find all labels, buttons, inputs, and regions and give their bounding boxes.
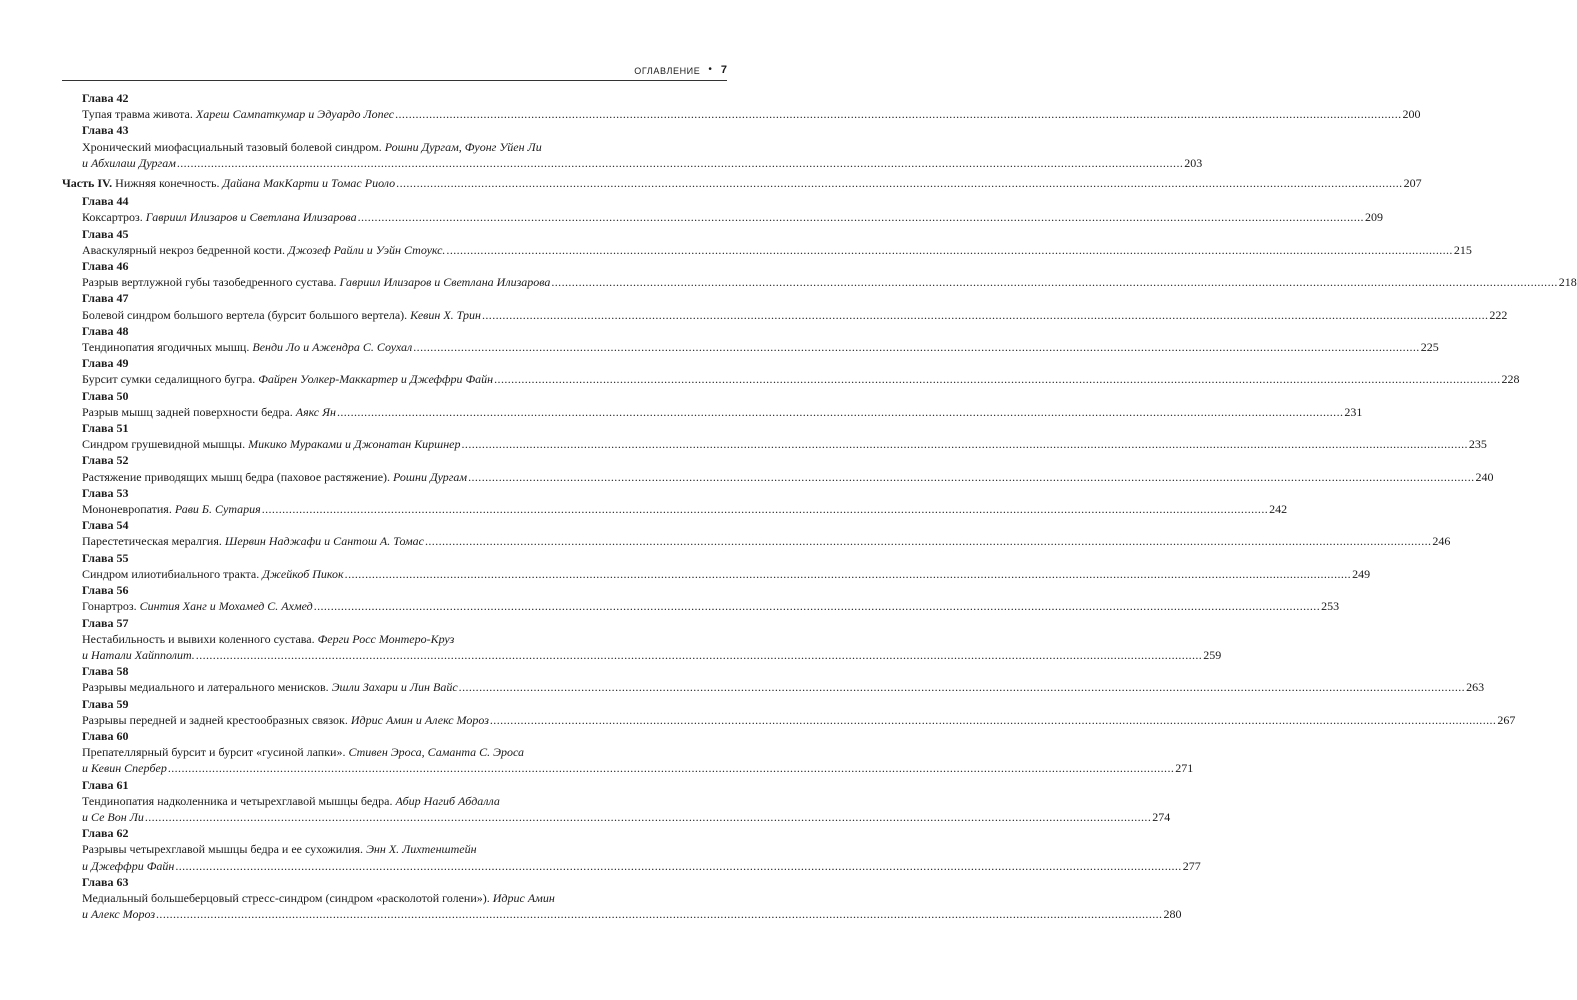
chapter-number: Глава 59	[82, 696, 129, 711]
entry-authors: Стивен Эроса, Саманта С. Эроса	[348, 745, 525, 760]
toc-line	[62, 841, 727, 857]
header-page-number: 7	[720, 64, 727, 76]
toc-line	[62, 793, 727, 809]
toc-line	[62, 371, 1520, 387]
entry-authors: Рошни Дургам	[393, 469, 468, 484]
entry-authors: Энн Х. Лихтенштейн	[366, 842, 477, 857]
entry-authors: и Алекс Мороз	[82, 907, 156, 922]
page-number: 249	[1352, 566, 1371, 581]
chapter-number: Глава 58	[82, 664, 129, 679]
dot-leader	[314, 598, 1320, 614]
entry-text	[82, 307, 481, 323]
entry-text	[82, 794, 500, 808]
entry-title: Парестетическая мералгия.	[82, 534, 225, 549]
entry-title: Синдром илиотибиального тракта.	[82, 566, 263, 581]
toc-line	[62, 598, 1340, 614]
page-number: 203	[1184, 155, 1203, 170]
entry-text	[82, 647, 195, 663]
entry-title: Тендинопатия ягодичных мышц.	[82, 340, 253, 355]
toc-chapter-entry	[62, 122, 1203, 171]
header-bullet: •	[708, 64, 712, 75]
chapter-number: Глава 51	[82, 421, 129, 436]
entry-authors: Аякс Ян	[295, 404, 336, 419]
dot-leader	[168, 760, 1174, 776]
page-number: 246	[1432, 534, 1451, 549]
page-number: 235	[1468, 437, 1487, 452]
chapter-number: Глава 49	[82, 356, 129, 371]
dot-leader	[196, 647, 1202, 663]
entry-title: Медиальный большеберцовый стресс-синдром (синдром «расколотой голени»).	[82, 890, 493, 905]
chapter-number: Глава 47	[82, 291, 129, 306]
entry-title: Мононевропатия.	[82, 502, 175, 517]
entry-authors: Гавриил Илизаров и Светлана Илизарова	[339, 275, 551, 290]
entry-title: Нижняя конечность.	[112, 176, 223, 191]
toc-line	[62, 760, 1194, 776]
entry-authors: Рошни Дургам, Фуонг Уйен Ли	[384, 139, 542, 154]
toc-part-entry	[62, 175, 1422, 191]
entry-text	[82, 274, 550, 290]
entry-title: Тендинопатия надколенника и четырехглавой мышцы бедра.	[82, 793, 396, 808]
entry-text	[82, 760, 167, 776]
entry-authors: Эшли Захари и Лин Вайс	[331, 680, 458, 695]
toc-chapter-entry	[62, 517, 1451, 549]
entry-authors: Идрис Амин	[492, 890, 555, 905]
toc-line	[62, 858, 1201, 874]
entry-text	[82, 598, 313, 614]
entry-text	[82, 809, 144, 825]
page-number: 222	[1489, 307, 1508, 322]
entry-text	[82, 842, 477, 856]
entry-text	[82, 891, 555, 905]
page-number: 277	[1182, 858, 1201, 873]
chapter-number: Глава 55	[82, 550, 129, 565]
toc-line	[62, 469, 1494, 485]
entry-text	[62, 175, 395, 191]
chapter-number: Глава 52	[82, 453, 129, 468]
entry-text	[82, 242, 445, 258]
entry-authors: и Натали Хайпполит.	[82, 647, 195, 662]
toc-chapter-entry	[62, 777, 1171, 826]
entry-text	[82, 140, 542, 154]
entry-title: Аваскулярный некроз бедренной кости.	[82, 242, 289, 257]
page-number: 242	[1269, 502, 1288, 517]
dot-leader	[396, 175, 1402, 191]
toc-chapter-entry	[62, 550, 1371, 582]
entry-text	[82, 501, 261, 517]
entry-text	[82, 155, 176, 171]
page-number: 274	[1152, 809, 1171, 824]
entry-authors: Рави Б. Сутария	[174, 502, 261, 517]
entry-authors: Файрен Уолкер-Маккартер и Джеффри Файн	[258, 372, 494, 387]
page-number: 218	[1558, 275, 1577, 290]
toc-line	[62, 339, 1439, 355]
entry-authors: Венди Ло и Ажендра С. Соухал	[252, 340, 413, 355]
entry-authors: Джейкоб Пикок	[262, 566, 344, 581]
dot-leader	[262, 501, 1268, 517]
toc-line	[62, 242, 1472, 258]
part-label: Часть IV.	[62, 176, 113, 191]
page-number: 271	[1175, 761, 1194, 776]
entry-authors: Шервин Наджафи и Сантош А. Томас	[224, 534, 424, 549]
toc-line	[62, 631, 727, 647]
chapter-number: Глава 54	[82, 518, 129, 533]
toc-chapter-entry	[62, 420, 1487, 452]
entry-title: Разрыв вертлужной губы тазобедренного сустава.	[82, 275, 340, 290]
chapter-number: Глава 60	[82, 728, 129, 743]
entry-title: Нестабильность и вывихи коленного сустава.	[82, 631, 318, 646]
entry-title: Препателлярный бурсит и бурсит «гусиной лапки».	[82, 745, 349, 760]
toc-chapter-entry	[62, 696, 1516, 728]
toc-line	[62, 209, 1383, 225]
entry-text	[82, 371, 493, 387]
entry-text	[82, 679, 458, 695]
dot-leader	[156, 906, 1162, 922]
toc-chapter-entry	[62, 258, 1577, 290]
entry-text	[82, 906, 155, 922]
entry-title: Хронический миофасциальный тазовый болевой синдром.	[82, 139, 385, 154]
chapter-number: Глава 48	[82, 323, 129, 338]
page-number: 263	[1466, 680, 1485, 695]
toc-line	[62, 106, 1421, 122]
entry-authors: Синтия Ханг и Мохамед С. Ахмед	[139, 599, 313, 614]
page-number: 253	[1321, 599, 1340, 614]
toc-chapter-entry	[62, 290, 1508, 322]
toc-line	[62, 566, 1371, 582]
toc-line	[62, 175, 1422, 191]
dot-leader	[494, 371, 1500, 387]
entry-title: Синдром грушевидной мышцы.	[82, 437, 249, 452]
dot-leader	[446, 242, 1452, 258]
toc-chapter-entry	[62, 825, 1201, 874]
entry-text	[82, 632, 454, 646]
page-number: 215	[1453, 242, 1472, 257]
dot-leader	[345, 566, 1351, 582]
toc-chapter-entry	[62, 355, 1520, 387]
entry-authors: Микико Мураками и Джонатан Киршнер	[248, 437, 461, 452]
toc-chapter-entry	[62, 226, 1472, 258]
toc-line	[62, 436, 1487, 452]
toc-line	[62, 712, 1516, 728]
entry-title: Болевой синдром большого вертела (бурсит большого вертела).	[82, 307, 411, 322]
chapter-number: Глава 63	[82, 874, 129, 889]
toc-chapter-entry	[62, 323, 1439, 355]
dot-leader	[145, 809, 1151, 825]
entry-authors: Ферги Росс Монтеро-Круз	[317, 631, 455, 646]
entry-title: Гонартроз.	[82, 599, 140, 614]
dot-leader	[413, 339, 1419, 355]
dot-leader	[395, 106, 1401, 122]
dot-leader	[462, 436, 1468, 452]
page-number: 225	[1420, 340, 1439, 355]
chapter-number: Глава 62	[82, 826, 129, 841]
entry-authors: Гавриил Илизаров и Светлана Илизарова	[145, 210, 357, 225]
entry-text	[82, 712, 489, 728]
toc-line	[62, 155, 1203, 171]
chapter-number: Глава 50	[82, 388, 129, 403]
toc-chapter-entry	[62, 582, 1340, 614]
chapter-number: Глава 56	[82, 583, 129, 598]
entry-title: Разрывы передней и задней крестообразных связок.	[82, 712, 351, 727]
chapter-number: Глава 53	[82, 485, 129, 500]
entry-title: Коксартроз.	[82, 210, 146, 225]
entry-title: Разрыв мышц задней поверхности бедра.	[82, 404, 296, 419]
chapter-number: Глава 43	[82, 123, 129, 138]
entry-authors: и Абхилаш Дургам	[82, 155, 176, 170]
toc-chapter-entry	[62, 615, 1222, 664]
toc-line	[62, 139, 727, 155]
entry-text	[82, 533, 424, 549]
page-number: 228	[1501, 372, 1520, 387]
toc-line	[62, 809, 1171, 825]
chapter-number: Глава 57	[82, 615, 129, 630]
entry-authors: Идрис Амин и Алекс Мороз	[350, 712, 489, 727]
entry-text	[82, 858, 174, 874]
toc-line	[62, 533, 1451, 549]
toc-chapter-entry	[62, 485, 1288, 517]
dot-leader	[425, 533, 1431, 549]
page-number: 267	[1497, 712, 1516, 727]
entry-authors: и Се Вон Ли	[82, 809, 144, 824]
toc-chapter-entry	[62, 452, 1494, 484]
toc-line	[62, 647, 1222, 663]
entry-text	[82, 209, 357, 225]
entry-authors: и Кевин Спербер	[82, 761, 167, 776]
entry-authors: Абир Нагиб Абдалла	[395, 793, 500, 808]
entry-text	[82, 339, 412, 355]
chapter-number: Глава 45	[82, 226, 129, 241]
header-title: ОГЛАВЛЕНИЕ	[634, 66, 701, 76]
table-of-contents	[62, 90, 1577, 922]
toc-chapter-entry	[62, 728, 1194, 777]
toc-chapter-entry	[62, 388, 1363, 420]
dot-leader	[175, 858, 1181, 874]
dot-leader	[482, 307, 1488, 323]
dot-leader	[551, 274, 1557, 290]
toc-chapter-entry	[62, 90, 1421, 122]
entry-authors: и Джеффри Файн	[82, 858, 175, 873]
running-header	[62, 64, 727, 81]
entry-title: Тупая травма живота.	[82, 107, 196, 122]
toc-line	[62, 906, 1182, 922]
chapter-number: Глава 42	[82, 91, 129, 105]
toc-chapter-entry	[62, 193, 1383, 225]
page-number: 280	[1163, 907, 1182, 922]
toc-line	[62, 744, 727, 760]
entry-text	[82, 106, 394, 122]
entry-authors: Джозеф Райли и Уэйн Стоукс.	[288, 242, 446, 257]
page-number: 231	[1344, 404, 1363, 419]
page-number: 259	[1203, 647, 1222, 662]
toc-chapter-entry	[62, 663, 1485, 695]
toc-line	[62, 307, 1508, 323]
chapter-number: Глава 61	[82, 777, 129, 792]
entry-text	[82, 566, 344, 582]
chapter-number: Глава 44	[82, 194, 129, 209]
entry-text	[82, 404, 336, 420]
dot-leader	[459, 679, 1465, 695]
entry-title: Растяжение приводящих мышц бедра (паховое растяжение).	[82, 469, 394, 484]
entry-text	[82, 745, 524, 759]
toc-line	[62, 274, 1577, 290]
dot-leader	[177, 155, 1183, 171]
entry-text	[82, 469, 467, 485]
toc-line	[62, 404, 1363, 420]
page-number: 207	[1403, 176, 1422, 191]
chapter-number: Глава 46	[82, 259, 129, 274]
dot-leader	[337, 404, 1343, 420]
dot-leader	[490, 712, 1496, 728]
toc-line	[62, 679, 1485, 695]
toc-line	[62, 890, 727, 906]
entry-authors: Дайана МакКарти и Томас Риоло	[222, 176, 396, 191]
page-number: 200	[1402, 107, 1421, 122]
entry-authors: Хареш Сампаткумар и Эдуардо Лопес	[195, 107, 395, 122]
entry-text	[82, 436, 461, 452]
entry-title: Бурсит сумки седалищного бугра.	[82, 372, 259, 387]
entry-title: Разрывы медиального и латерального менисков.	[82, 680, 332, 695]
page-number: 209	[1364, 210, 1383, 225]
entry-authors: Кевин Х. Трин	[410, 307, 481, 322]
toc-line	[62, 501, 1288, 517]
dot-leader	[358, 209, 1364, 225]
toc-chapter-entry	[62, 874, 1182, 923]
entry-title: Разрывы четырехглавой мышцы бедра и ее сухожилия.	[82, 842, 367, 857]
dot-leader	[468, 469, 1474, 485]
page-number: 240	[1475, 469, 1494, 484]
